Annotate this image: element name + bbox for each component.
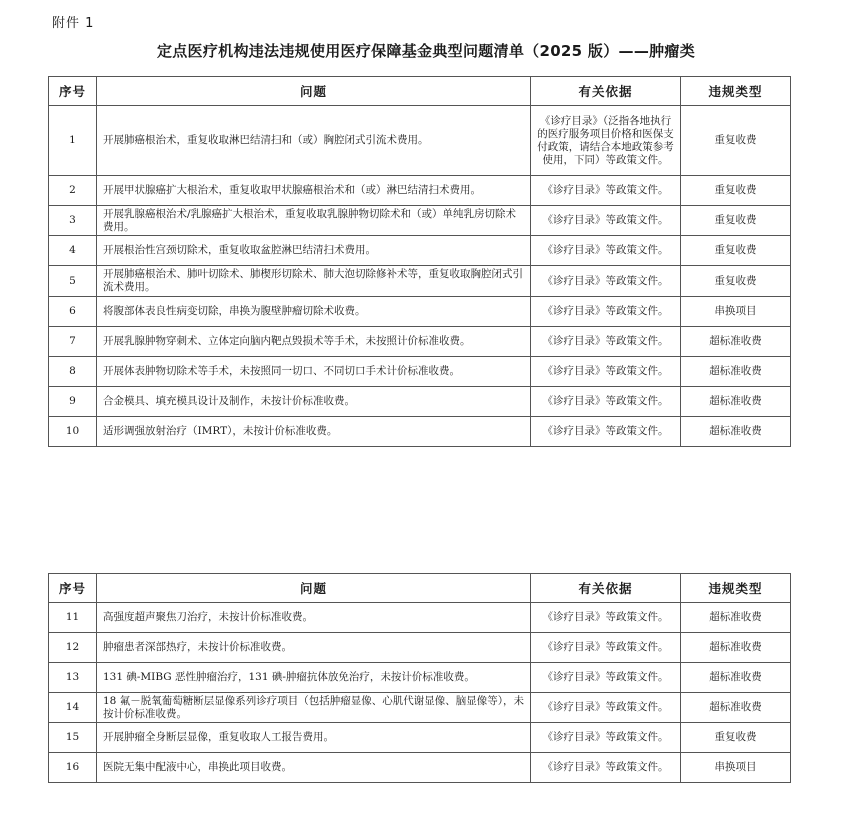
row-basis: 《诊疗目录》（泛指各地执行的医疗服务项目价格和医保支付政策，请结合本地政策参考使用，下同）等政策文件。: [531, 106, 681, 176]
row-number: 11: [49, 603, 97, 633]
row-number: 14: [49, 693, 97, 723]
table-row: [49, 266, 791, 297]
row-violation-type: 超标准收费: [681, 327, 791, 357]
header-basis: 有关依据: [531, 77, 681, 106]
row-violation-type: 重复收费: [681, 266, 791, 297]
row-basis: 《诊疗目录》等政策文件。: [531, 753, 681, 783]
row-number: 16: [49, 753, 97, 783]
row-violation-type: 重复收费: [681, 176, 791, 206]
row-basis: 《诊疗目录》等政策文件。: [531, 633, 681, 663]
row-violation-type: 重复收费: [681, 106, 791, 176]
document-title: 定点医疗机构违法违规使用医疗保障基金典型问题清单（2025 版）——肿瘤类: [156, 42, 696, 60]
table-header-row: [49, 77, 791, 106]
row-violation-type: 超标准收费: [681, 357, 791, 387]
row-number: 12: [49, 633, 97, 663]
row-violation-type: 超标准收费: [681, 417, 791, 447]
row-basis: 《诊疗目录》等政策文件。: [531, 206, 681, 236]
row-issue: 131 碘-MIBG 恶性肿瘤治疗，131 碘-肿瘤抗体放免治疗，未按计价标准收费。: [97, 663, 531, 693]
row-issue: 开展根治性宫颈切除术，重复收取盆腔淋巴结清扫术费用。: [97, 236, 531, 266]
table-row: [49, 206, 791, 236]
row-number: 8: [49, 357, 97, 387]
row-number: 6: [49, 297, 97, 327]
row-issue: 将腹部体表良性病变切除，串换为腹壁肿瘤切除术收费。: [97, 297, 531, 327]
row-basis: 《诊疗目录》等政策文件。: [531, 663, 681, 693]
row-violation-type: 超标准收费: [681, 603, 791, 633]
attachment-label: 附件 1: [52, 16, 95, 31]
table-row: [49, 633, 791, 663]
row-number: 7: [49, 327, 97, 357]
problem-table-2: [48, 573, 791, 783]
header-issue: 问题: [97, 77, 531, 106]
row-basis: 《诊疗目录》等政策文件。: [531, 357, 681, 387]
table-row: [49, 387, 791, 417]
row-number: 4: [49, 236, 97, 266]
table-header-row: [49, 574, 791, 603]
table-row: [49, 357, 791, 387]
row-issue: 开展肿瘤全身断层显像，重复收取人工报告费用。: [97, 723, 531, 753]
row-basis: 《诊疗目录》等政策文件。: [531, 387, 681, 417]
row-number: 10: [49, 417, 97, 447]
row-number: 3: [49, 206, 97, 236]
row-number: 5: [49, 266, 97, 297]
row-violation-type: 超标准收费: [681, 387, 791, 417]
row-issue: 开展肺癌根治术，重复收取淋巴结清扫和（或）胸腔闭式引流术费用。: [97, 106, 531, 176]
header-type: 违规类型: [681, 77, 791, 106]
table-row: [49, 106, 791, 176]
row-issue: 开展肺癌根治术、肺叶切除术、肺楔形切除术、肺大泡切除修补术等，重复收取胸腔闭式引流术费用。: [97, 266, 531, 297]
problem-table-1: [48, 76, 791, 447]
table-row: [49, 417, 791, 447]
row-basis: 《诊疗目录》等政策文件。: [531, 236, 681, 266]
row-issue: 18 氟－脱氧葡萄糖断层显像系列诊疗项目（包括肿瘤显像、心肌代谢显像、脑显像等），未按计价标准收费。: [97, 693, 531, 723]
table-row: [49, 603, 791, 633]
row-issue: 高强度超声聚焦刀治疗，未按计价标准收费。: [97, 603, 531, 633]
row-issue: 合金模具、填充模具设计及制作，未按计价标准收费。: [97, 387, 531, 417]
row-issue: 开展体表肿物切除术等手术，未按照同一切口、不同切口手术计价标准收费。: [97, 357, 531, 387]
table-row: [49, 297, 791, 327]
row-basis: 《诊疗目录》等政策文件。: [531, 693, 681, 723]
table-row: [49, 327, 791, 357]
row-violation-type: 超标准收费: [681, 663, 791, 693]
row-basis: 《诊疗目录》等政策文件。: [531, 266, 681, 297]
row-number: 13: [49, 663, 97, 693]
table-row: [49, 753, 791, 783]
row-issue: 肿瘤患者深部热疗，未按计价标准收费。: [97, 633, 531, 663]
row-number: 1: [49, 106, 97, 176]
row-violation-type: 串换项目: [681, 753, 791, 783]
row-issue: 开展乳腺癌根治术/乳腺癌扩大根治术，重复收取乳腺肿物切除术和（或）单纯乳房切除术费用。: [97, 206, 531, 236]
header-issue: 问题: [97, 574, 531, 603]
row-violation-type: 超标准收费: [681, 693, 791, 723]
row-number: 2: [49, 176, 97, 206]
table-row: [49, 663, 791, 693]
row-basis: 《诊疗目录》等政策文件。: [531, 176, 681, 206]
row-basis: 《诊疗目录》等政策文件。: [531, 297, 681, 327]
row-issue: 适形调强放射治疗（IMRT），未按计价标准收费。: [97, 417, 531, 447]
table-row: [49, 723, 791, 753]
row-number: 15: [49, 723, 97, 753]
row-violation-type: 重复收费: [681, 723, 791, 753]
table-row: [49, 693, 791, 723]
header-type: 违规类型: [681, 574, 791, 603]
row-number: 9: [49, 387, 97, 417]
table-row: [49, 236, 791, 266]
row-issue: 开展乳腺肿物穿刺术、立体定向脑内靶点毁损术等手术，未按照计价标准收费。: [97, 327, 531, 357]
row-violation-type: 超标准收费: [681, 633, 791, 663]
row-issue: 开展甲状腺癌扩大根治术，重复收取甲状腺癌根治术和（或）淋巴结清扫术费用。: [97, 176, 531, 206]
row-violation-type: 重复收费: [681, 236, 791, 266]
header-basis: 有关依据: [531, 574, 681, 603]
table-row: [49, 176, 791, 206]
header-no: 序号: [49, 574, 97, 603]
row-violation-type: 重复收费: [681, 206, 791, 236]
row-basis: 《诊疗目录》等政策文件。: [531, 723, 681, 753]
row-issue: 医院无集中配液中心，串换此项目收费。: [97, 753, 531, 783]
header-no: 序号: [49, 77, 97, 106]
row-basis: 《诊疗目录》等政策文件。: [531, 417, 681, 447]
row-basis: 《诊疗目录》等政策文件。: [531, 327, 681, 357]
row-basis: 《诊疗目录》等政策文件。: [531, 603, 681, 633]
row-violation-type: 串换项目: [681, 297, 791, 327]
